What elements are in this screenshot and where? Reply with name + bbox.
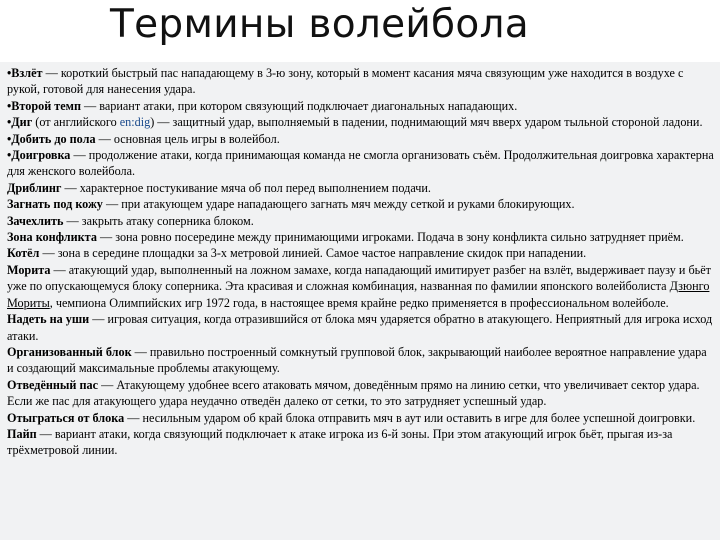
glossary-definition: — правильно построенный сомкнутый групповой блок, закрывающий наиболее вероятное направление удара и создающий максимальные проблемы атакующему. [7,344,707,376]
glossary-definition: — короткий быстрый пас нападающему в 3-ю зону, который в момент касания мяча связующим уже находится в воздухе с рукой, готовой для нанесения удара. [7,66,684,97]
glossary-entry [7,229,714,245]
glossary-entry [7,196,714,212]
glossary-list [0,62,720,459]
glossary-entry [7,377,714,410]
glossary-definition: — основная цель игры в волейбол. [95,131,280,146]
glossary-entry [7,114,714,130]
glossary-definition: — атакующий удар, выполненный на ложном замахе, когда нападающий имитирует разбег на взлёт, выдерживает паузу и бьёт уже по опускающемуся блоку соперника. Эта красивая и сложная комбинация, названная по фамилии японского волейболиста [7,262,711,294]
glossary-term: Организованный блок [7,344,132,359]
glossary-entry [7,344,714,377]
glossary-term: Зачехлить [7,213,64,228]
glossary-definition: — Атакующему удобнее всего атаковать мячом, доведённым прямо на линию сетки, что увеличивает сектор удара. Если же пас для атакующего удара неудачно отведён далеко от сетки, то это затрудняет успешный удар. [7,377,700,409]
glossary-definition-cont: ) — защитный удар, выполняемый в падении, поднимающий мяч вверх ударом тыльной стороной ладони. [150,115,703,130]
glossary-entry [7,131,714,147]
glossary-term: Зона конфликта [7,230,97,245]
person-link[interactable]: Дзюнго Мориты [7,279,710,310]
glossary-entry [7,262,714,311]
bullet-marker: • [7,66,12,80]
glossary-term: Взлёт [11,66,43,80]
glossary-term: Котёл [7,246,40,261]
glossary-entry [7,180,714,196]
slide-title: Термины волейбола [110,2,529,47]
glossary-term: Надеть на уши [7,312,90,327]
term-link[interactable]: en:dig [119,115,151,130]
glossary-entry [7,65,714,98]
bullet-marker: • [7,115,12,130]
glossary-term: Добить до пола [11,131,96,146]
glossary-term: Отведённый пас [7,377,99,392]
glossary-definition: — вариант атаки, при котором связующий подключает диагональных нападающих. [81,98,518,113]
bullet-marker: • [7,131,12,146]
glossary-definition: — несильным ударом об край блока отправить мяч в аут или оставить в игре для более успешной доигровки. [124,410,696,425]
glossary-definition: (от английского [32,115,120,130]
glossary-term: Диг [11,115,33,130]
glossary-term: Доигровка [11,148,71,163]
bullet-marker: • [7,98,12,113]
glossary-entry [7,147,714,180]
glossary-definition: — зона ровно посередине между принимающими игроками. Подача в зону конфликта сильно затрудняет приём. [96,230,684,245]
glossary-term: Загнать под кожу [7,197,103,212]
glossary-term: Отыграться от блока [7,410,125,425]
glossary-entry [7,426,714,459]
glossary-term: Дриблинг [7,180,62,195]
glossary-definition: — продолжение атаки, когда принимающая команда не смогла организовать съём. Продолжительная доигровка характерна для женского волейбола. [7,148,714,179]
glossary-entry [7,311,714,344]
glossary-entry [7,213,714,229]
glossary-entry [7,98,714,114]
bullet-marker: • [7,148,12,163]
glossary-definition: — игровая ситуация, когда отразившийся от блока мяч ударяется обратно в атакующего. Неприятный для игрока исход атаки. [7,312,713,343]
glossary-term: Пайп [7,426,37,441]
glossary-definition: — при атакующем ударе нападающего загнать мяч между сеткой и руками блокирующих. [102,197,575,212]
glossary-term: Морита [7,262,51,277]
glossary-entry [7,410,714,426]
glossary-definition-cont: , чемпиона Олимпийских игр 1972 года, в настоящее время крайне редко применяется в профессиональном волейболе. [49,295,669,310]
content-panel [0,62,720,540]
glossary-definition: — характерное постукивание мяча об пол перед выполнением подачи. [61,180,431,195]
glossary-definition: — зона в середине площадки за 3-х метровой линией. Самое частое направление скидок при нападении. [39,246,587,261]
glossary-entry [7,245,714,261]
glossary-term: Второй темп [11,98,81,113]
glossary-definition: — вариант атаки, когда связующий подключает к атаке игрока из 6-й зоны. При этом атакующий игрок бьёт, прыгая из-за трёхметровой линии. [7,426,673,458]
glossary-definition: — закрыть атаку соперника блоком. [63,213,254,228]
